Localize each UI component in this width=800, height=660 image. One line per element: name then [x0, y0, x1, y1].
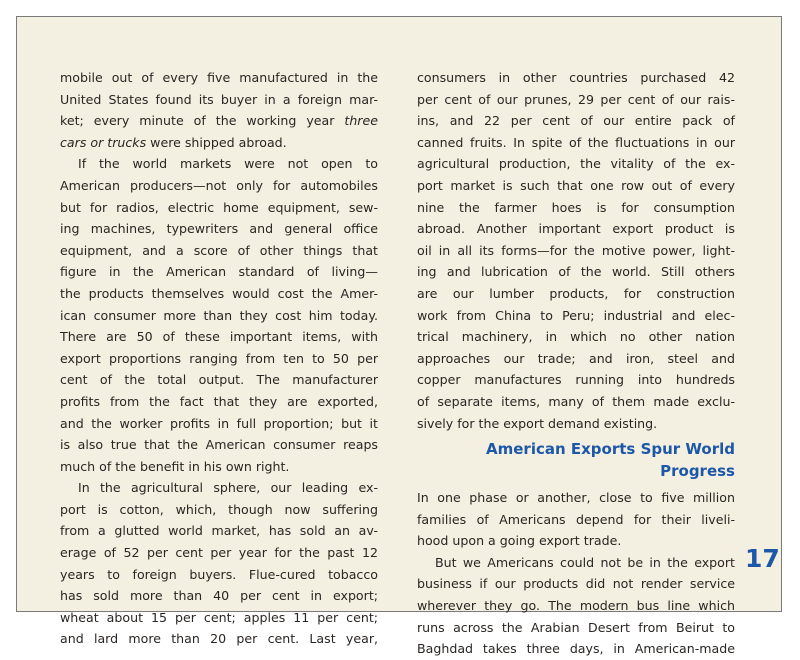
text-line: runs across the Arabian Desert from Beirut to [417, 619, 735, 635]
paragraph-end-line: hood upon a going export trade. [417, 533, 622, 549]
paragraph-start-line: But we Americans could not be in the export [435, 554, 735, 570]
text-line: of separate items, many of them made exclu- [417, 393, 735, 409]
italic-text: cars or trucks [60, 134, 147, 150]
paragraph-end-line: much of the benefit in his own right. [60, 458, 290, 474]
text-line: ican consumer more than they cost him today. [60, 307, 378, 323]
text-line: are our lumber products, for construction [417, 285, 735, 301]
text-line: wheat about 15 per cent; apples 11 per cent; [60, 609, 378, 625]
text-line: per cent of our prunes, 29 per cent of our rais- [417, 91, 735, 107]
paragraph-start-line: In the agricultural sphere, our leading ex- [78, 480, 378, 496]
text-line: United States found its buyer in a foreign mar- [60, 91, 378, 107]
text-line: but for radios, electric home equipment, sew- [60, 199, 378, 215]
section-heading: American Exports Spur World Progress [486, 440, 735, 481]
text-line: mobile out of every five manufactured in the [60, 70, 378, 85]
text-line: oil in all its forms—for the motive power, light- [417, 242, 735, 258]
text-line: abroad. Another important export product is [417, 221, 735, 237]
text-line: cent of the total output. The manufacturer [60, 372, 378, 388]
page-number: 17 [745, 544, 780, 573]
text-line: port market is such that one row out of every [417, 177, 735, 193]
text-line: copper manufactures running into hundreds [417, 372, 735, 388]
text-line: figure in the American standard of living— [60, 264, 378, 280]
text-line: ins, and 22 per cent of our entire pack of [417, 113, 735, 129]
text-line [60, 132, 378, 154]
text-line: port is cotton, which, though now suffering [60, 501, 378, 517]
text-line: ing and lubrication of the world. Still others [417, 264, 735, 280]
text-line: has sold more than 40 per cent in export; [60, 588, 378, 604]
text-line: and lard more than 20 per cent. Last year, [60, 631, 378, 647]
text-line: approaches our trade; and iron, steel and [417, 350, 735, 366]
text-line: American producers—not only for automobiles [60, 177, 378, 193]
text-line: ing machines, typewriters and general office [60, 221, 378, 237]
paragraph-start-line: If the world markets were not open to [78, 156, 378, 172]
text-line [60, 110, 378, 132]
text-line: nine the farmer hoes is for consumption [417, 199, 735, 215]
text-line: years to foreign buyers. Flue-cured tobacco [60, 566, 378, 582]
text-line: business if our products did not render service [417, 576, 735, 592]
paragraph-end-line: sively for the export demand existing. [417, 415, 658, 431]
text-line: from a glutted world market, has sold an av- [60, 523, 378, 539]
right-column [417, 67, 735, 660]
text-line: work from China to Peru; industrial and elec- [417, 307, 735, 323]
text-line: There are 50 of these important items, with [60, 329, 378, 345]
text-line: export proportions ranging from ten to 50 per [60, 350, 378, 366]
text-line: erage of 52 per cent per year for the past 12 [60, 545, 378, 561]
text-line: is also true that the American consumer reaps [60, 437, 378, 453]
text-line: families of Americans depend for their liveli- [417, 511, 735, 527]
left-column [60, 67, 378, 650]
text-line: Baghdad takes three days, in American-made [417, 641, 735, 657]
italic-text: three [344, 113, 378, 129]
text-line: canned fruits. In spite of the fluctuations in our [417, 134, 735, 150]
text-line: equipment, and a score of other things that [60, 242, 378, 258]
text-line: the products themselves would cost the Amer- [60, 285, 378, 301]
text-line: agricultural production, the vitality of the ex- [417, 156, 735, 172]
text-span: were shipped abroad. [150, 134, 287, 150]
book-page [16, 16, 782, 657]
text-span: ket; every minute of the working year [60, 113, 335, 129]
text-line: profits from the fact that they are exported, [60, 393, 378, 409]
text-line: consumers in other countries purchased 42 [417, 70, 735, 85]
text-line: trical machinery, in which no other nation [417, 329, 735, 345]
text-line: and the worker profits in full proportion; but it [60, 415, 378, 431]
text-line: In one phase or another, close to five million [417, 490, 735, 506]
text-line: wherever they go. The modern bus line which [417, 598, 735, 614]
